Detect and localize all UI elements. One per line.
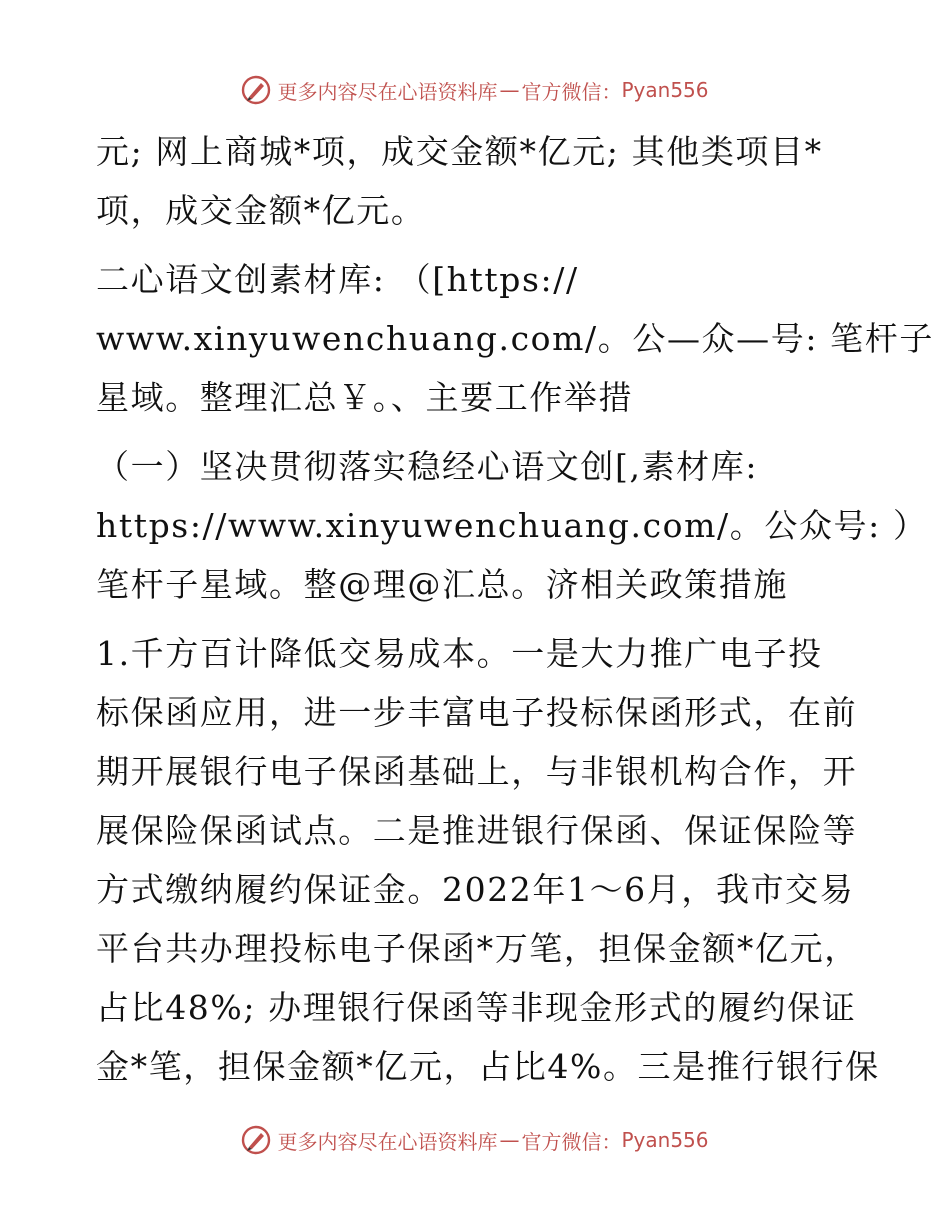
header-watermark-banner [0,70,950,110]
document-body [96,122,934,1096]
banner-site-text: 更多内容尽在心语资料库 [277,1129,498,1154]
text-line: （一）坚决贯彻落实稳经心语文创[,素材库: [96,447,759,486]
quill-pen-logo-icon [241,1125,271,1155]
text-line: 星域。整理汇总￥。、主要工作举措 [96,378,634,417]
text-line: 二心语文创素材库: （[https:// [96,260,579,299]
banner-separator: — [499,1128,520,1152]
text-line: 笔杆子星域。整@理@汇总。济相关政策措施 [96,565,788,604]
paragraph-2 [96,250,934,427]
footer-watermark-banner [0,1120,950,1160]
quill-pen-logo-icon [241,75,271,105]
text-line: https://www.xinyuwenchuang.com/。公众号: ） [96,506,928,545]
text-line: 金*笔，担保金额*亿元，占比4%。三是推行银行保 [96,1047,880,1086]
banner-contact-label: 官方微信： [521,1129,622,1154]
paragraph-1 [96,122,866,240]
text-line: www.xinyuwenchuang.com/。公—众—号: 笔杆子 [96,319,934,358]
text-line: 期开展银行电子保函基础上，与非银机构合作，开 [96,752,858,791]
banner-contact-handle: Pyan556 [621,1128,709,1152]
banner-separator: — [499,78,520,102]
banner-site-text: 更多内容尽在心语资料库 [277,79,498,104]
text-line: 元; 网上商城*项，成交金额*亿元; 其他类项目* [96,132,823,171]
text-line: 占比48%; 办理银行保函等非现金形式的履约保证 [96,988,857,1027]
text-line: 项，成交金额*亿元。 [96,191,426,230]
text-line: 标保函应用，进一步丰富电子投标保函形式，在前 [96,693,858,732]
text-line: 1.千方百计降低交易成本。一是大力推广电子投 [96,634,823,673]
paragraph-3 [96,437,928,614]
paragraph-4 [96,624,880,1096]
banner-contact-label: 官方微信： [521,79,622,104]
text-line: 平台共办理投标电子保函*万笔，担保金额*亿元， [96,929,859,968]
text-line: 方式缴纳履约保证金。2022年1～6月，我市交易 [96,870,855,909]
text-line: 展保险保函试点。二是推进银行保函、保证保险等 [96,811,858,850]
banner-contact-handle: Pyan556 [621,78,709,102]
